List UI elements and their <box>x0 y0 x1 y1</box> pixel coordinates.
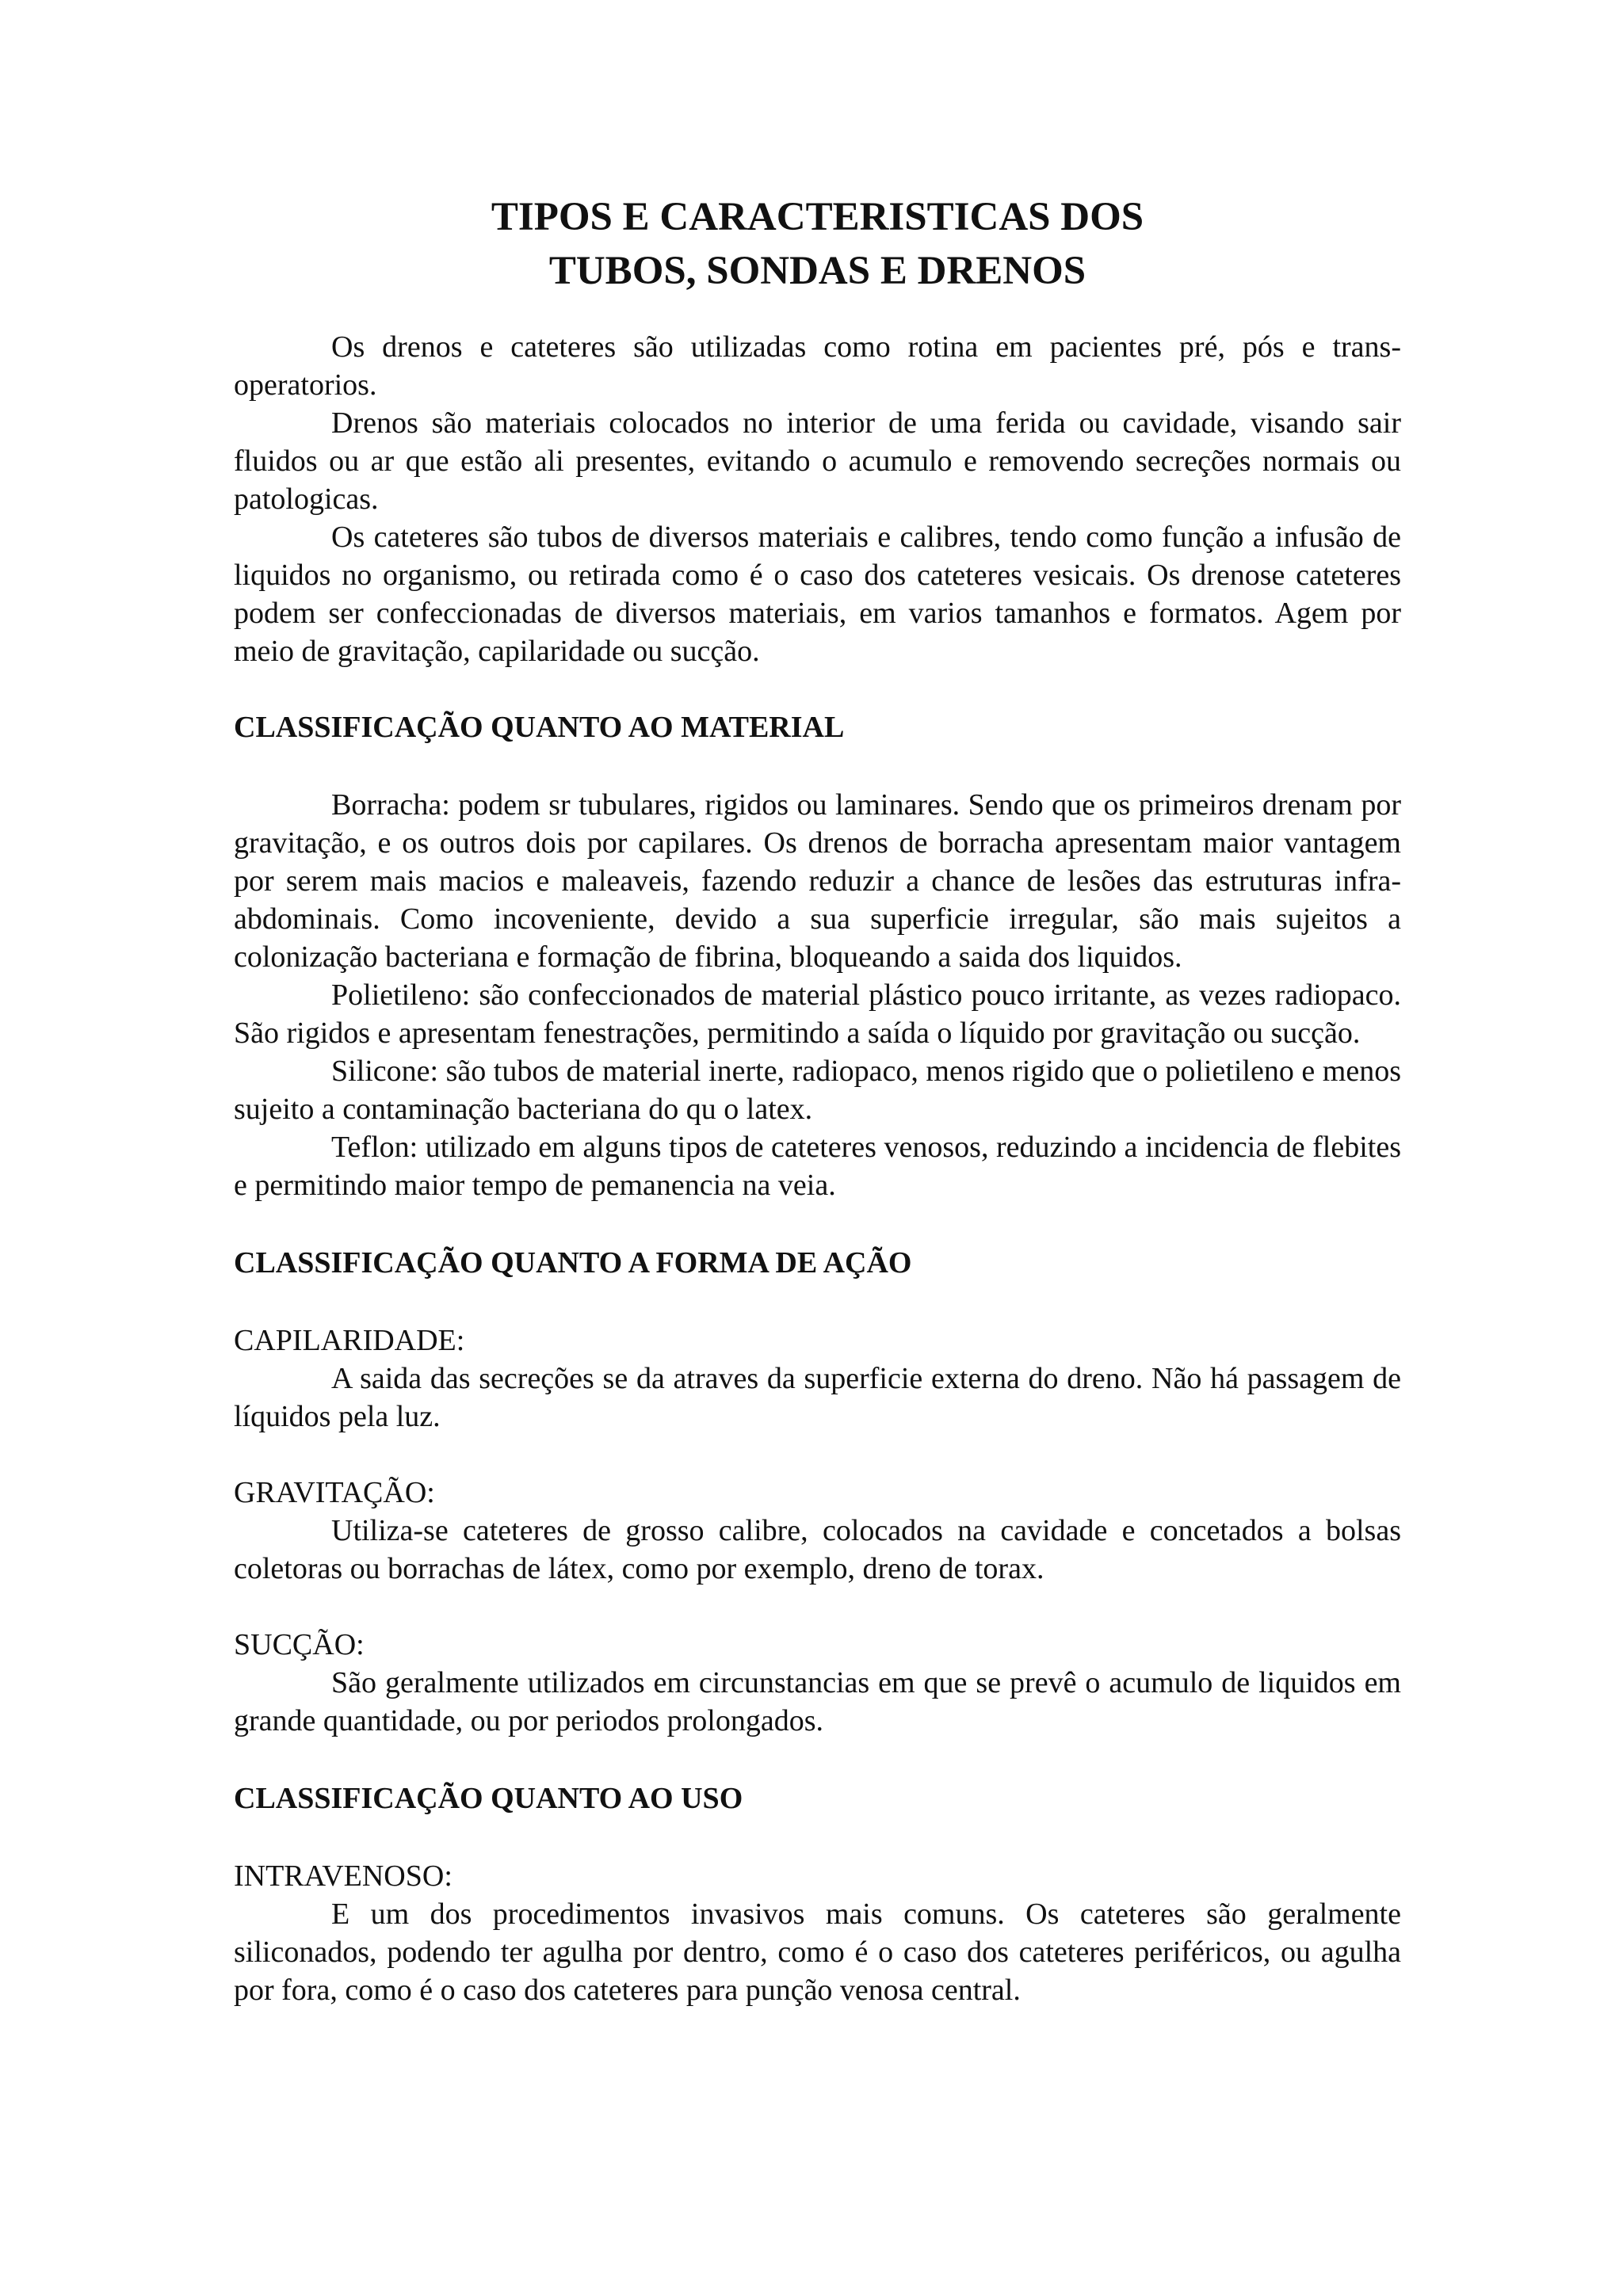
acao-item-capilaridade <box>234 1322 1401 1436</box>
intro-paragraph: Os drenos e cateteres são utilizadas como rotina em pacientes pré, pós e trans-operatorios. <box>234 330 1401 402</box>
subheading-gravitacao: GRAVITAÇÃO: <box>234 1476 435 1509</box>
subheading-capilaridade: CAPILARIDADE: <box>234 1324 465 1357</box>
section-heading-acao: CLASSIFICAÇÃO QUANTO A FORMA DE AÇÃO <box>234 1246 912 1280</box>
material-paragraph-polietileno: Polietileno: são confeccionados de material plástico pouco irritante, as vezes radiopaco. São rigidos e apresentam fenestrações, permitindo a saída o líquido por gravitação ou sucção. <box>234 978 1401 1050</box>
paragraph-intravenoso: E um dos procedimentos invasivos mais comuns. Os cateteres são geralmente siliconados, podendo ter agulha por dentro, como é o caso dos cateteres periféricos, ou agulha por fora, como é o caso dos cateteres para punção venosa central. <box>234 1897 1401 2007</box>
paragraph-gravitacao: Utiliza-se cateteres de grosso calibre, colocados na cavidade e concetados a bolsas coletoras ou borrachas de látex, como por exemplo, dreno de torax. <box>234 1514 1401 1585</box>
document-page <box>234 190 1401 2009</box>
acao-item-succao <box>234 1626 1401 1740</box>
uso-section <box>234 1779 1401 2009</box>
title-line-2: TUBOS, SONDAS E DRENOS <box>548 249 1086 293</box>
material-paragraph-teflon: Teflon: utilizado em alguns tipos de cateteres venosos, reduzindo a incidencia de flebites e permitindo maior tempo de pemanencia na veia. <box>234 1131 1401 1202</box>
section-heading-uso: CLASSIFICAÇÃO QUANTO AO USO <box>234 1782 743 1815</box>
subheading-succao: SUCÇÃO: <box>234 1628 365 1661</box>
section-heading-material: CLASSIFICAÇÃO QUANTO AO MATERIAL <box>234 711 845 744</box>
acao-item-gravitacao <box>234 1474 1401 1588</box>
document-title <box>234 190 1401 298</box>
title-line-1: TIPOS E CARACTERISTICAS DOS <box>491 195 1144 239</box>
material-paragraph-borracha: Borracha: podem sr tubulares, rigidos ou laminares. Sendo que os primeiros drenam por gravitação, e os outros dois por capilares. Os drenos de borracha apresentam maior vantagem por serem mais macios e maleaveis, fazendo reduzir a chance de lesões das estruturas infra-abdominais. Como incoveniente, devido a sua superficie irregular, são mais sujeitos a colonização bacteriana e formação de fibrina, bloqueando a saida dos liquidos. <box>234 788 1401 974</box>
material-paragraph-silicone: Silicone: são tubos de material inerte, radiopaco, menos rigido que o polietileno e menos sujeito a contaminação bacteriana do qu o latex. <box>234 1055 1401 1126</box>
material-section <box>234 708 1401 1204</box>
intro-paragraph: Os cateteres são tubos de diversos materiais e calibres, tendo como função a infusão de liquidos no organismo, ou retirada como é o caso dos cateteres vesicais. Os drenose cateteres podem ser confeccionadas de diversos materiais, em varios tamanhos e formatos. Agem por meio de gravitação, capilaridade ou sucção. <box>234 521 1401 668</box>
intro-section <box>234 328 1401 670</box>
uso-item-intravenoso <box>234 1857 1401 2009</box>
paragraph-capilaridade: A saida das secreções se da atraves da superficie externa do dreno. Não há passagem de líquidos pela luz. <box>234 1362 1401 1433</box>
subheading-intravenoso: INTRAVENOSO: <box>234 1859 453 1893</box>
paragraph-succao: São geralmente utilizados em circunstancias em que se prevê o acumulo de liquidos em grande quantidade, ou por periodos prolongados. <box>234 1666 1401 1737</box>
intro-paragraph: Drenos são materiais colocados no interior de uma ferida ou cavidade, visando sair fluidos ou ar que estão ali presentes, evitando o acumulo e removendo secreções normais ou patologicas. <box>234 406 1401 516</box>
acao-section <box>234 1244 1401 1740</box>
